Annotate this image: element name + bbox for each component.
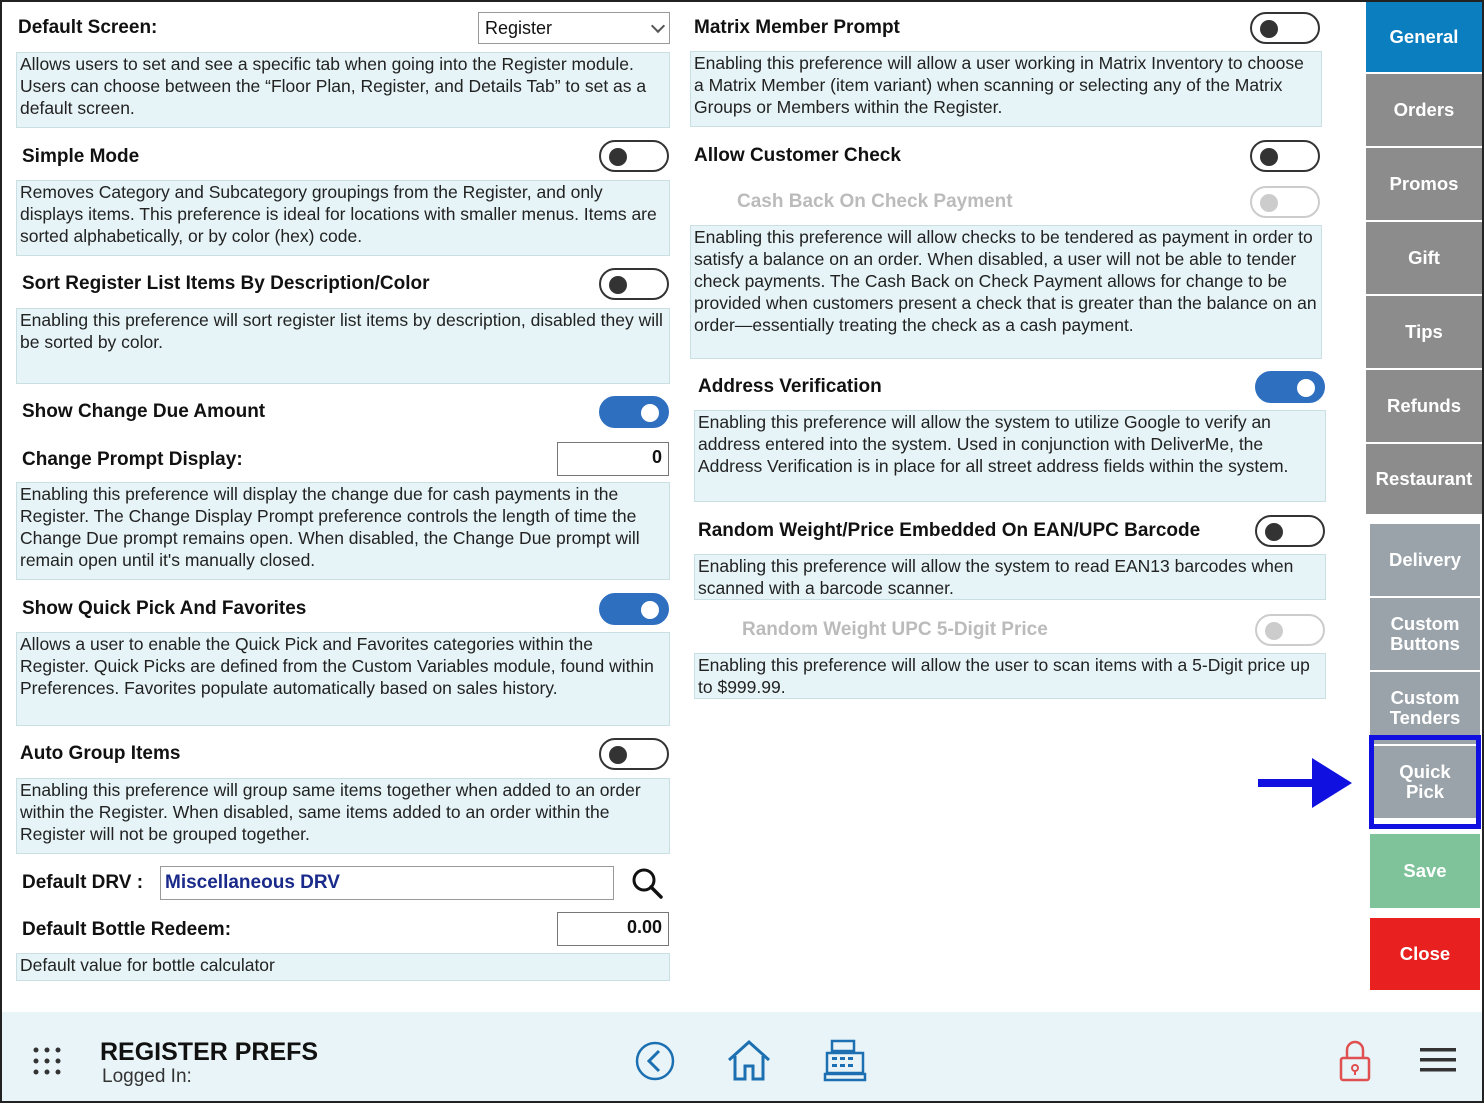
close-button[interactable]: Close	[1370, 918, 1480, 992]
change-prompt-label: Change Prompt Display:	[22, 449, 243, 470]
toggle-knob	[609, 276, 627, 294]
sort-list-toggle[interactable]	[599, 268, 669, 300]
default-screen-value: Register	[485, 18, 553, 38]
tab-orders[interactable]: Orders	[1366, 74, 1482, 148]
toggle-knob	[641, 601, 659, 619]
tab-quick-pick[interactable]: Quick Pick	[1370, 746, 1480, 820]
address-toggle[interactable]	[1255, 371, 1325, 403]
register-icon[interactable]	[822, 1038, 868, 1082]
tab-delivery[interactable]: Delivery	[1370, 524, 1480, 598]
logged-in-label: Logged In:	[102, 1066, 192, 1087]
auto-group-label: Auto Group Items	[20, 743, 181, 764]
show-change-due-toggle[interactable]	[599, 396, 669, 428]
tab-tips[interactable]: Tips	[1366, 296, 1482, 370]
toggle-knob	[641, 404, 659, 422]
random-weight-toggle[interactable]	[1255, 515, 1325, 547]
default-drv-label: Default DRV :	[22, 872, 144, 893]
default-screen-select[interactable]	[478, 12, 670, 44]
five-digit-description: Enabling this preference will allow the user to scan items with a 5-Digit price up to $999.99.	[694, 653, 1326, 699]
toggle-knob	[609, 746, 627, 764]
simple-mode-description: Removes Category and Subcategory groupings from the Register, and only displays items. This preference is ideal for locations with smaller menus. Items are sorted alphabetically, or by color (hex) code.	[16, 180, 670, 256]
toggle-knob	[1265, 622, 1283, 640]
sort-list-description: Enabling this preference will sort register list items by description, disabled they will be sorted by color.	[16, 308, 670, 384]
auto-group-toggle[interactable]	[599, 738, 669, 770]
tab-general[interactable]: General	[1366, 2, 1482, 74]
matrix-description: Enabling this preference will allow a user working in Matrix Inventory to choose a Matrix Member (item variant) when scanning or selecting any of the Matrix Groups or Members within the Register.	[690, 51, 1322, 127]
random-weight-label: Random Weight/Price Embedded On EAN/UPC Barcode	[698, 520, 1201, 541]
simple-mode-label: Simple Mode	[22, 146, 140, 167]
arrow-right-icon	[1256, 756, 1354, 810]
matrix-label: Matrix Member Prompt	[694, 17, 900, 38]
quick-pick-highlight-box	[1369, 735, 1481, 829]
bottle-redeem-input[interactable]: 0.00	[557, 912, 669, 946]
auto-group-description: Enabling this preference will group same items together when added to an order within the Register. When disabled, same items added to an order within the Register will not be grouped together.	[16, 778, 670, 854]
random-weight-description: Enabling this preference will allow the system to read EAN13 barcodes when scanned with a barcode scanner.	[694, 554, 1326, 600]
bottle-redeem-label: Default Bottle Redeem:	[22, 919, 232, 940]
page-title: REGISTER PREFS	[100, 1038, 319, 1066]
address-label: Address Verification	[698, 376, 882, 397]
toggle-knob	[609, 148, 627, 166]
save-button[interactable]: Save	[1370, 834, 1480, 910]
customer-check-label: Allow Customer Check	[694, 145, 901, 166]
sort-list-label: Sort Register List Items By Description/Color	[22, 273, 430, 294]
preferences-sidebar	[1364, 2, 1482, 1008]
quick-pick-toggle[interactable]	[599, 593, 669, 625]
default-screen-label: Default Screen:	[18, 17, 158, 38]
quick-pick-description: Allows a user to enable the Quick Pick and Favorites categories within the Register. Quick Picks are defined from the Custom Variables module, found within Preferences. Favorites populate automatically based on sales history.	[16, 632, 670, 726]
lock-icon[interactable]	[1338, 1040, 1372, 1082]
change-prompt-description: Enabling this preference will display the change due for cash payments in the Register. The Change Display Prompt preference controls the length of time the Change Due prompt remains open. When disabled, the Change Due prompt will remain open until it's manually closed.	[16, 482, 670, 580]
tab-restaurant[interactable]: Restaurant	[1366, 444, 1482, 516]
search-icon[interactable]	[630, 866, 664, 900]
cash-back-description: Enabling this preference will allow checks to be tendered as payment in order to satisfy a balance on an order. When disabled, a user will not be able to tender check payments. The Cash Back on Check Payment allows for change to be provided when customers present a check that is greater than the balance on an order—essentially treating the check as a cash payment.	[690, 225, 1322, 359]
tab-custom-buttons[interactable]: Custom Buttons	[1370, 598, 1480, 672]
default-drv-input[interactable]: Miscellaneous DRV	[160, 866, 614, 900]
tab-gift[interactable]: Gift	[1366, 222, 1482, 296]
bottom-bar	[2, 1012, 1482, 1101]
home-icon[interactable]	[726, 1038, 772, 1082]
customer-check-toggle[interactable]	[1250, 140, 1320, 172]
toggle-knob	[1265, 523, 1283, 541]
tab-custom-tenders[interactable]: Custom Tenders	[1370, 672, 1480, 746]
apps-grid-icon[interactable]	[32, 1046, 62, 1076]
toggle-knob	[1297, 379, 1315, 397]
back-circle-icon[interactable]	[634, 1040, 676, 1082]
toggle-knob	[1260, 194, 1278, 212]
cash-back-label: Cash Back On Check Payment	[737, 191, 1013, 212]
tab-refunds[interactable]: Refunds	[1366, 370, 1482, 444]
matrix-toggle[interactable]	[1250, 12, 1320, 44]
default-screen-description: Allows users to set and see a specific tab when going into the Register module. Users can choose between the “Floor Plan, Register, and Details Tab” to set as a default screen.	[16, 52, 670, 128]
five-digit-label: Random Weight UPC 5-Digit Price	[742, 619, 1048, 640]
toggle-knob	[1260, 20, 1278, 38]
toggle-knob	[1260, 148, 1278, 166]
address-description: Enabling this preference will allow the system to utilize Google to verify an address entered into the system. Used in conjunction with DeliverMe, the Address Verification is in place for all street address fields within the system.	[694, 410, 1326, 502]
show-change-due-label: Show Change Due Amount	[22, 401, 266, 422]
quick-pick-label: Show Quick Pick And Favorites	[22, 598, 307, 619]
menu-icon[interactable]	[1420, 1046, 1456, 1074]
five-digit-toggle	[1255, 614, 1325, 646]
chevron-down-icon	[651, 19, 665, 33]
simple-mode-toggle[interactable]	[599, 140, 669, 172]
cash-back-toggle	[1250, 186, 1320, 218]
bottle-redeem-description: Default value for bottle calculator	[16, 953, 670, 981]
change-prompt-input[interactable]: 0	[557, 442, 669, 476]
tab-promos[interactable]: Promos	[1366, 148, 1482, 222]
